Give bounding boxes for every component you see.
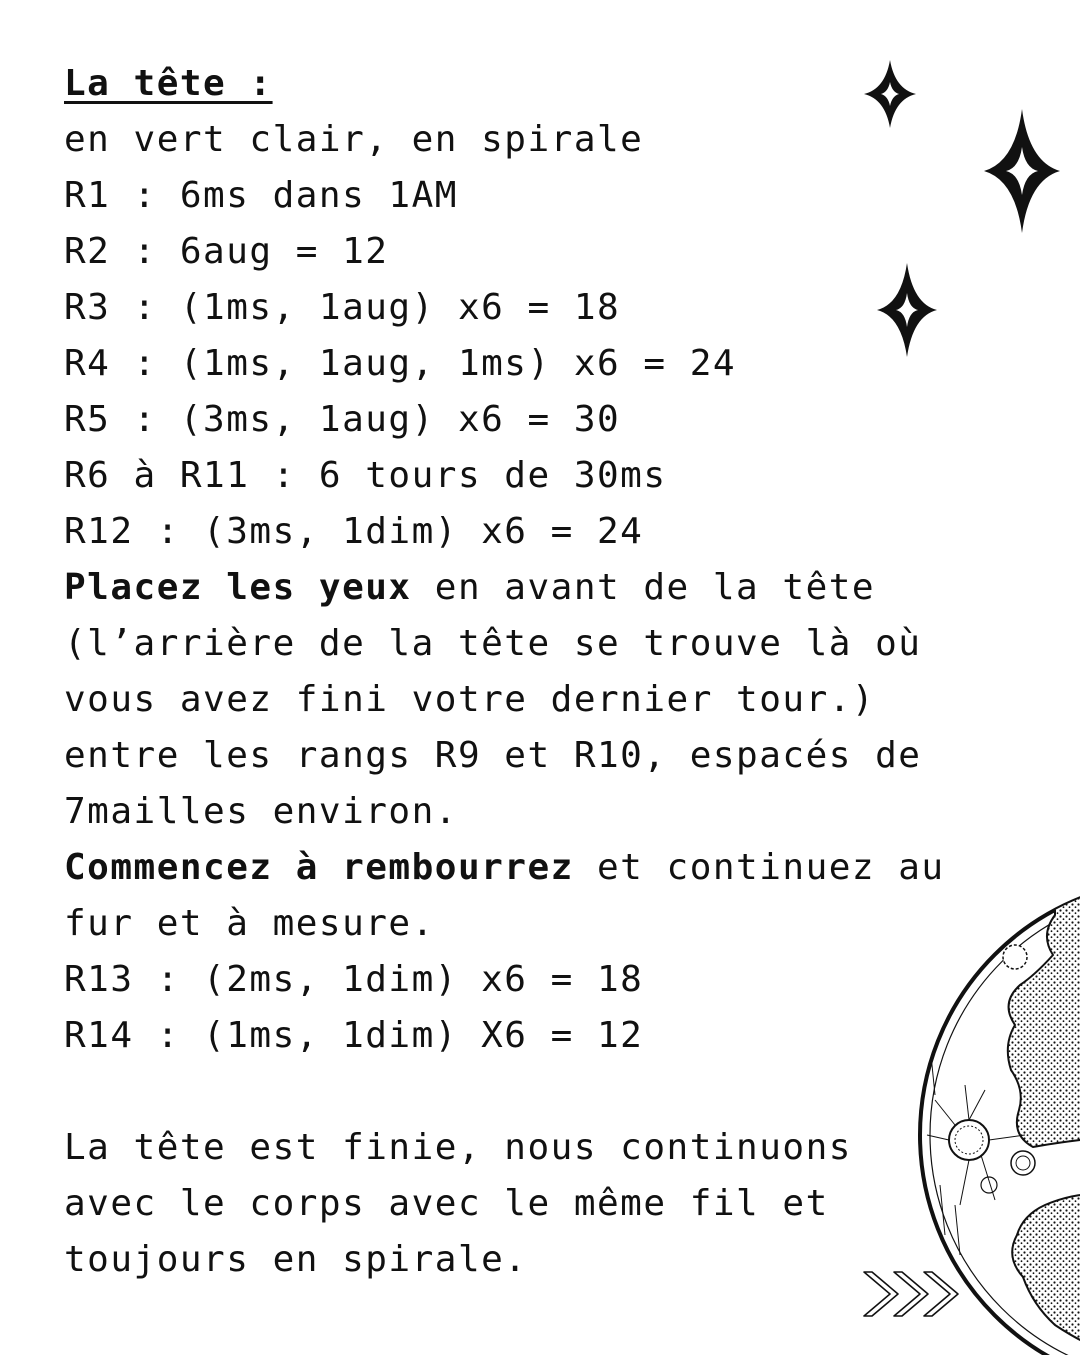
sparkle-icon: [862, 58, 918, 130]
stuffing-bold: Commencez à rembourrez: [64, 847, 574, 888]
pattern-text: [64, 56, 1004, 1288]
round-r6-r11: R6 à R11 : 6 tours de 30ms: [64, 455, 667, 496]
round-r1: R1 : 6ms dans 1AM: [64, 175, 458, 216]
sparkle-icon: [982, 108, 1062, 234]
closing-line: La tête est finie, nous continuons: [64, 1127, 852, 1168]
round-r14: R14 : (1ms, 1dim) X6 = 12: [64, 1015, 644, 1056]
section-title: La tête :: [64, 63, 273, 104]
stuffing-instruction: [64, 840, 1004, 896]
closing-line: avec le corps avec le même fil et: [64, 1183, 829, 1224]
sparkle-icon: [875, 262, 939, 358]
eyes-line: vous avez fini votre dernier tour.): [64, 679, 876, 720]
round-r5: R5 : (3ms, 1aug) x6 = 30: [64, 399, 621, 440]
round-r13: R13 : (2ms, 1dim) x6 = 18: [64, 959, 644, 1000]
stuffing-rest: et continuez au: [573, 847, 945, 888]
eyes-line: 7mailles environ.: [64, 791, 458, 832]
spacer: [64, 1064, 1004, 1120]
eyes-bold: Placez les yeux: [64, 567, 412, 608]
round-r4: R4 : (1ms, 1aug, 1ms) x6 = 24: [64, 343, 737, 384]
eyes-line: entre les rangs R9 et R10, espacés de: [64, 735, 922, 776]
stuffing-line: fur et à mesure.: [64, 903, 435, 944]
eyes-rest: en avant de la tête: [411, 567, 876, 608]
round-r2: R2 : 6aug = 12: [64, 231, 389, 272]
closing-line: toujours en spirale.: [64, 1239, 528, 1280]
eyes-instruction: [64, 560, 1004, 616]
next-arrows-icon[interactable]: [862, 1268, 962, 1320]
eyes-line: (l’arrière de la tête se trouve là où: [64, 623, 922, 664]
round-r12: R12 : (3ms, 1dim) x6 = 24: [64, 511, 644, 552]
instruction-line: en vert clair, en spirale: [64, 119, 644, 160]
round-r3: R3 : (1ms, 1aug) x6 = 18: [64, 287, 621, 328]
